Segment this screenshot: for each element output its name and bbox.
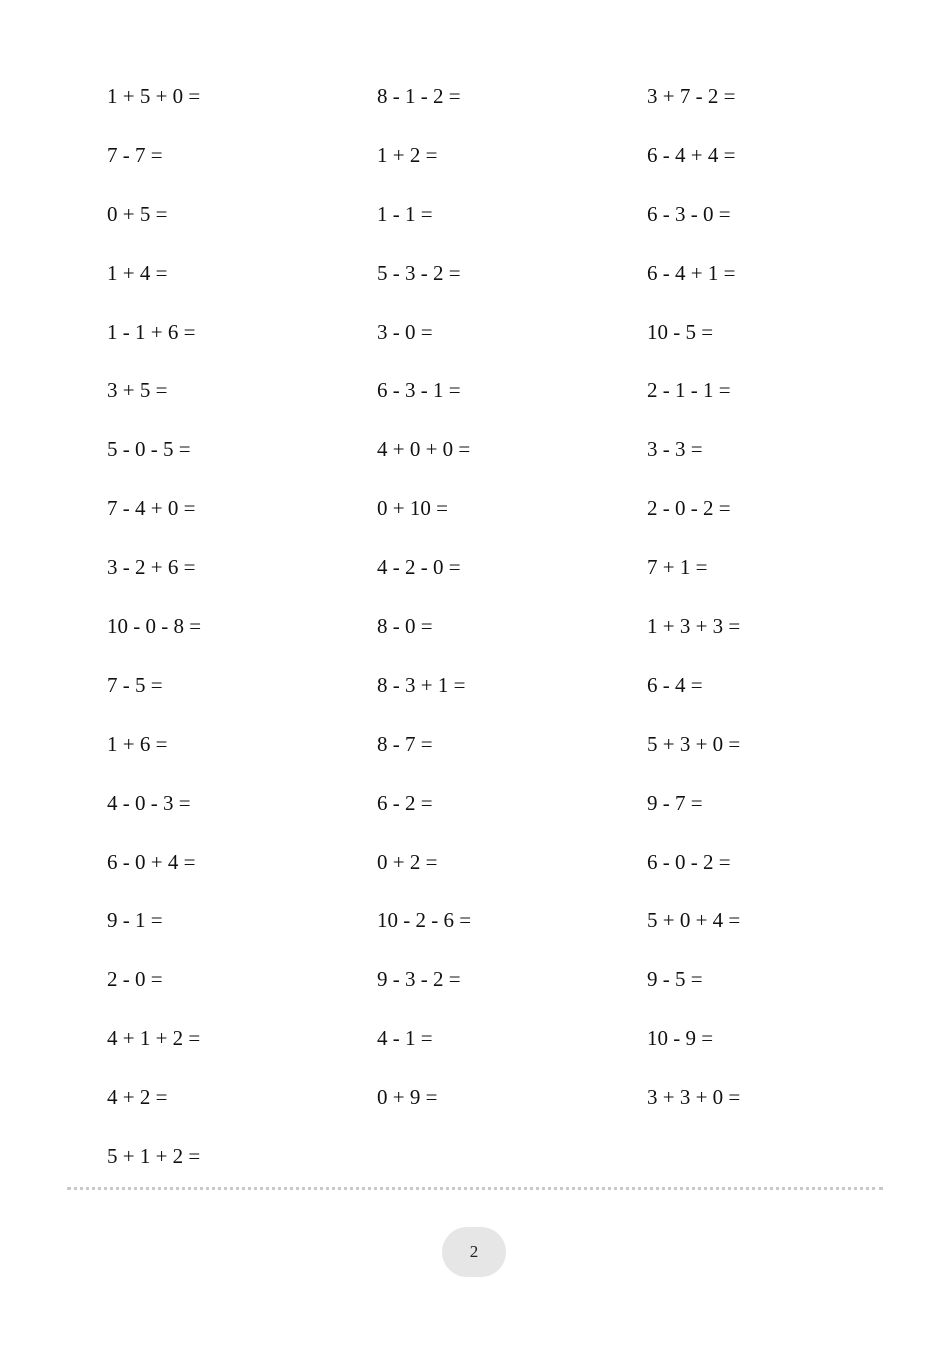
math-problem: 3 - 2 + 6 = (107, 555, 196, 580)
math-problem: 9 - 3 - 2 = (377, 967, 461, 992)
dotted-divider (67, 1187, 883, 1190)
math-problem: 6 - 2 = (377, 790, 433, 815)
math-problem: 1 + 2 = (377, 142, 438, 167)
math-problem: 1 + 5 + 0 = (107, 84, 201, 108)
problem-column-1 (107, 83, 347, 1202)
math-problem: 2 - 0 = (107, 967, 163, 992)
math-problem: 0 + 10 = (377, 496, 448, 521)
math-problem: 6 - 0 + 4 = (107, 849, 196, 874)
math-problem: 2 - 0 - 2 = (647, 496, 731, 521)
math-problem: 0 + 2 = (377, 849, 438, 874)
math-problem: 6 - 0 - 2 = (647, 849, 731, 874)
math-problem: 5 - 3 - 2 = (377, 260, 461, 285)
math-problem: 5 + 1 + 2 = (107, 1144, 201, 1169)
math-problem: 0 + 9 = (377, 1085, 438, 1110)
math-problem: 7 - 5 = (107, 672, 163, 697)
math-problem: 6 - 4 = (647, 672, 703, 697)
math-problem: 6 - 3 - 0 = (647, 201, 731, 226)
math-problem: 7 + 1 = (647, 555, 708, 580)
math-problem: 8 - 7 = (377, 731, 433, 756)
math-problem: 3 + 5 = (107, 378, 168, 403)
math-problem: 4 + 2 = (107, 1085, 168, 1110)
math-problem: 0 + 5 = (107, 201, 168, 226)
problem-column-3 (647, 83, 887, 1143)
page-number-badge (442, 1227, 506, 1277)
math-problem: 5 - 0 - 5 = (107, 437, 191, 462)
math-problem: 8 - 3 + 1 = (377, 672, 466, 697)
math-problem: 9 - 1 = (107, 908, 163, 933)
math-problem: 9 - 7 = (647, 790, 703, 815)
math-problem: 1 + 4 = (107, 260, 168, 285)
math-problem: 10 - 9 = (647, 1026, 714, 1051)
page-number: 2 (469, 1242, 479, 1261)
math-problem: 1 - 1 = (377, 201, 433, 226)
math-problem: 8 - 1 - 2 = (377, 84, 461, 108)
math-problem: 4 + 0 + 0 = (377, 437, 471, 462)
math-problem: 1 + 3 + 3 = (647, 614, 741, 639)
problem-column-2 (377, 83, 617, 1143)
math-problem: 6 - 3 - 1 = (377, 378, 461, 403)
math-problem: 4 - 2 - 0 = (377, 555, 461, 580)
math-problem: 4 - 0 - 3 = (107, 790, 191, 815)
math-problem: 3 - 0 = (377, 319, 433, 344)
math-problem: 6 - 4 + 1 = (647, 260, 736, 285)
math-problem: 6 - 4 + 4 = (647, 142, 736, 167)
math-problem: 8 - 0 = (377, 614, 433, 639)
math-problem: 2 - 1 - 1 = (647, 378, 731, 403)
math-problem: 10 - 2 - 6 = (377, 908, 472, 933)
math-problem: 9 - 5 = (647, 967, 703, 992)
math-problem: 10 - 0 - 8 = (107, 614, 202, 639)
math-problem: 3 + 3 + 0 = (647, 1085, 741, 1110)
math-problem: 3 + 7 - 2 = (647, 84, 736, 108)
math-problem: 1 - 1 + 6 = (107, 319, 196, 344)
math-problem: 1 + 6 = (107, 731, 168, 756)
math-problem: 3 - 3 = (647, 437, 703, 462)
math-problem: 7 - 7 = (107, 142, 163, 167)
math-problem: 4 + 1 + 2 = (107, 1026, 201, 1051)
math-problem: 10 - 5 = (647, 319, 714, 344)
math-problem: 7 - 4 + 0 = (107, 496, 196, 521)
math-problem: 5 + 3 + 0 = (647, 731, 741, 756)
math-problem: 5 + 0 + 4 = (647, 908, 741, 933)
math-problem: 4 - 1 = (377, 1026, 433, 1051)
